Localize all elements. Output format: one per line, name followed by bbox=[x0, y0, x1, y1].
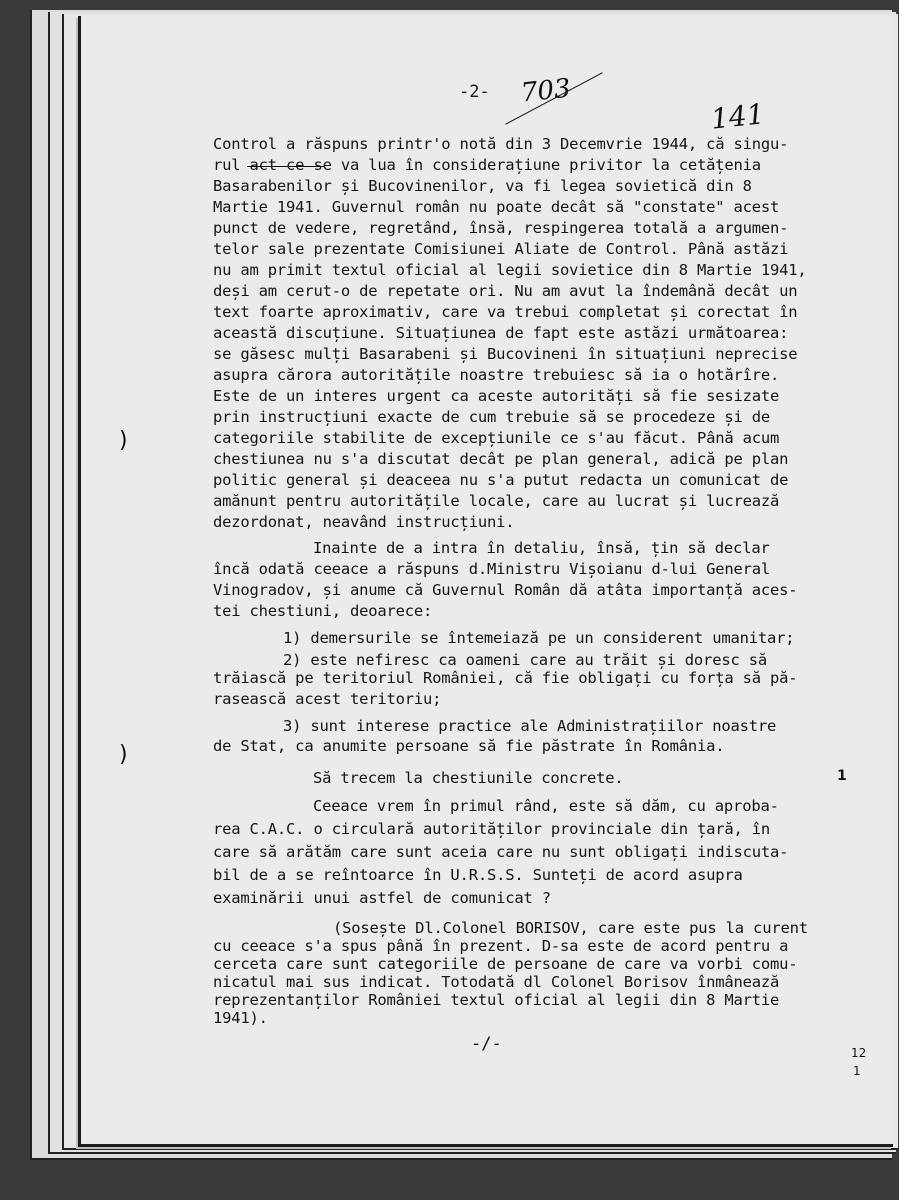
text-line: Inainte de a intra în detaliu, însă, țin să declar bbox=[313, 539, 770, 557]
text-line: chestiunea nu s'a discutat decât pe plan general, adică pe plan bbox=[213, 450, 789, 468]
document-page bbox=[78, 16, 893, 1147]
text-line: 1) demersurile se întemeiază pe un considerent umanitar; bbox=[283, 629, 795, 647]
page-number: -2- bbox=[459, 82, 490, 102]
text-line: rul act ce se va lua în considerațiune privitor la cetățenia bbox=[213, 156, 761, 174]
text-line: cerceta care sunt categoriile de persoane de care va vorbi comu- bbox=[213, 955, 798, 973]
text-line: dezordonat, neavând instrucțiuni. bbox=[213, 513, 515, 531]
text-line: Martie 1941. Guvernul român nu poate decât să "constate" acest bbox=[213, 198, 780, 216]
text-line: telor sale prezentate Comisiunei Aliate de Control. Până astăzi bbox=[213, 240, 789, 258]
margin-mark: 12 bbox=[851, 1046, 867, 1060]
margin-mark: 1 bbox=[837, 768, 847, 784]
text-line: examinării unui astfel de comunicat ? bbox=[213, 889, 551, 907]
text-line: politic general și deaceea nu s'a putut redacta un comunicat de bbox=[213, 471, 789, 489]
text-line: deși am cerut-o de repetate ori. Nu am avut la îndemână decât un bbox=[213, 282, 798, 300]
text-line: de Stat, ca anumite persoane să fie păstrate în România. bbox=[213, 737, 725, 755]
text-line: categoriile stabilite de excepțiunile ce s'au făcut. Până acum bbox=[213, 429, 780, 447]
text-line: tei chestiuni, deoarece: bbox=[213, 602, 433, 620]
text-line: Basarabenilor și Bucovinenilor, va fi legea sovietică din 8 bbox=[213, 177, 752, 195]
text-line: cu ceeace s'a spus până în prezent. D-sa este de acord pentru a bbox=[213, 937, 789, 955]
text-line: această discuțiune. Situațiunea de fapt este astăzi următoarea: bbox=[213, 324, 789, 342]
binder-hole-mark: ) bbox=[119, 428, 128, 453]
text-line: punct de vedere, regretând, însă, respingerea totală a argumen- bbox=[213, 219, 789, 237]
text-line: asupra cărora autoritățile noastre trebuiesc să ia o hotărîre. bbox=[213, 366, 780, 384]
text-line: (Sosește Dl.Colonel BORISOV, care este pus la curent bbox=[333, 919, 808, 937]
text-line: prin instrucțiuni exacte de cum trebuie să se procedeze și de bbox=[213, 408, 771, 426]
end-mark: -/- bbox=[471, 1034, 502, 1054]
text-line: Este de un interes urgent ca aceste autorități să fie sesizate bbox=[213, 387, 780, 405]
archive-number: 703 bbox=[519, 73, 573, 109]
text-line: Să trecem la chestiunile concrete. bbox=[313, 769, 624, 787]
text-line: Control a răspuns printr'o notă din 3 Decemvrie 1944, că singu- bbox=[213, 135, 789, 153]
text-line: 3) sunt interese practice ale Administrațiilor noastre bbox=[283, 717, 777, 735]
margin-mark: 1 bbox=[853, 1064, 861, 1078]
strikethrough bbox=[247, 166, 325, 167]
text-line: 1941). bbox=[213, 1009, 268, 1027]
text-line: nicatul mai sus indicat. Totodată dl Colonel Borisov înmânează bbox=[213, 973, 780, 991]
text-line: Vinogradov, și anume că Guvernul Român dă atâta importanță aces- bbox=[213, 581, 798, 599]
text-line: amănunt pentru autoritățile locale, care au lucrat și lucrează bbox=[213, 492, 780, 510]
text-line: rea C.A.C. o circulară autorităților provinciale din țară, în bbox=[213, 820, 771, 838]
text-line: 2) este nefiresc ca oameni care au trăit și doresc să bbox=[283, 651, 767, 669]
text-line: reprezentanților României textul oficial al legii din 8 Martie bbox=[213, 991, 780, 1009]
text-line: trăiască pe teritoriul României, că fie obligați cu forța să pă- bbox=[213, 669, 798, 687]
text-line: bil de a se reîntoarce în U.R.S.S. Sunteți de acord asupra bbox=[213, 866, 743, 884]
text-line: text foarte aproximativ, care va trebui completat și corectat în bbox=[213, 303, 798, 321]
text-line: Ceeace vrem în primul rând, este să dăm, cu aproba- bbox=[313, 797, 779, 815]
text-line: care să arătăm care sunt aceia care nu sunt obligați indiscuta- bbox=[213, 843, 789, 861]
text-line: nu am primit textul oficial al legii sovietice din 8 Martie 1941, bbox=[213, 261, 807, 279]
text-line: încă odată ceeace a răspuns d.Ministru Vișoianu d-lui General bbox=[213, 560, 771, 578]
folio-number: 141 bbox=[709, 97, 767, 136]
text-line: rasească acest teritoriu; bbox=[213, 690, 442, 708]
text-line: se găsesc mulți Basarabeni și Bucovineni în situațiuni neprecise bbox=[213, 345, 798, 363]
binder-hole-mark: ) bbox=[119, 742, 128, 767]
